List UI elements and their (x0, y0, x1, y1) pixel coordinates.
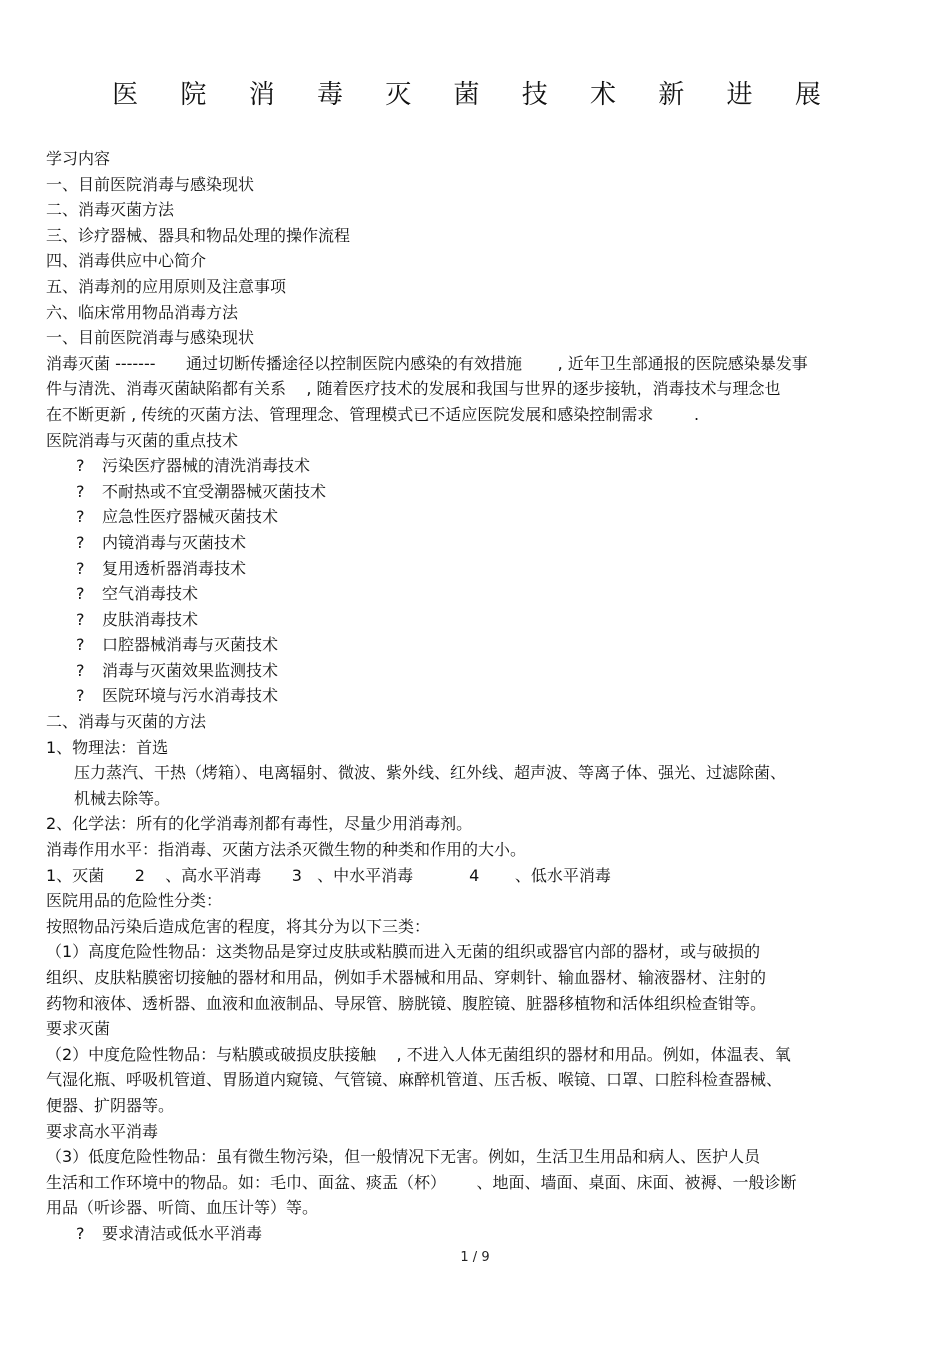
bullet-item (46, 581, 896, 607)
line-text: 学习内容 (46, 149, 111, 168)
line-text: 机械去除等。 (74, 788, 171, 808)
bullet-item (46, 453, 896, 479)
bullet-mark: ? (76, 686, 85, 706)
text-line (46, 428, 896, 454)
text-line (46, 965, 896, 991)
text-line (46, 786, 896, 812)
text-line (46, 146, 896, 172)
line-text: 四、消毒供应中心简介 (46, 251, 207, 271)
line-text: 便器、扩阴器等。 (46, 1095, 175, 1115)
bullet-item (46, 530, 896, 556)
text-line (46, 760, 896, 786)
line-text: 内镜消毒与灭菌技术 (102, 532, 247, 552)
line-text: 不耐热或不宜受潮器械灭菌技术 (102, 481, 327, 501)
line-text: 2、化学法：所有的化学消毒剂都有毒性，尽量少用消毒剂。 (46, 814, 473, 834)
line-text: 消毒与灭菌效果监测技术 (102, 660, 279, 680)
line-text: 一、目前医院消毒与感染现状 (46, 328, 255, 348)
bullet-mark: ? (76, 660, 85, 680)
text-line (46, 402, 896, 428)
line-text: 在不断更新 , 传统的灭菌方法、管理理念、管理模式已不适应医院发展和感染控制需求 . (46, 404, 700, 424)
line-text: 气湿化瓶、呼吸机管道、胃肠道内窥镜、气管镜、麻醉机管道、压舌板、喉镜、口罩、口腔科检查器械、 (46, 1070, 783, 1090)
line-text: 消毒灭菌 ------- 通过切断传播途径以控制医院内感染的有效措施 , 近年卫生部通报的医院感染暴发事 (46, 353, 808, 373)
bullet-mark: ? (76, 481, 85, 501)
line-text: 1、物理法：首选 (46, 737, 169, 757)
line-text: （2）中度危险性物品：与粘膜或破损皮肤接触 , 不进入人体无菌组织的器材和用品。例如，体温表、氧 (46, 1044, 791, 1064)
line-text: 医院用品的危险性分类： (46, 891, 223, 911)
bullet-mark: ? (76, 1223, 85, 1243)
text-line (46, 735, 896, 761)
text-line (46, 1016, 896, 1042)
line-text: 1、灭菌 2 、高水平消毒 3 、中水平消毒 4 、低水平消毒 (46, 865, 611, 885)
line-text: 要求清洁或低水平消毒 (102, 1223, 263, 1243)
text-line (46, 709, 896, 735)
text-line (46, 1144, 896, 1170)
text-line (46, 837, 896, 863)
text-line (46, 939, 896, 965)
bullet-item (46, 1221, 896, 1247)
text-line (46, 991, 896, 1017)
line-text: 压力蒸汽、干热（烤箱）、电离辐射、微波、紫外线、红外线、超声波、等离子体、强光、过滤除菌、 (74, 763, 787, 783)
text-line (46, 1170, 896, 1196)
line-text: 件与清洗、消毒灭菌缺陷都有关系 , 随着医疗技术的发展和我国与世界的逐步接轨，消毒技术与理念也 (46, 379, 781, 399)
bullet-mark: ? (76, 609, 85, 629)
text-line (46, 914, 896, 940)
line-text: 二、消毒灭菌方法 (46, 200, 175, 220)
line-text: 口腔器械消毒与灭菌技术 (102, 635, 279, 655)
line-text: 应急性医疗器械灭菌技术 (102, 507, 279, 527)
bullet-mark: ? (76, 456, 85, 476)
line-text: 组织、皮肤粘膜密切接触的器材和用品，例如手术器械和用品、穿刺针、输血器材、输液器材、注射的 (46, 968, 767, 987)
bullet-item (46, 607, 896, 633)
text-line (46, 274, 896, 300)
line-text: 用品（听诊器、听筒、血压计等）等。 (46, 1198, 319, 1218)
bullet-mark: ? (76, 584, 85, 604)
text-line (46, 1195, 896, 1221)
bullet-item (46, 632, 896, 658)
line-text: 六、临床常用物品消毒方法 (46, 302, 239, 322)
line-text: 二、消毒与灭菌的方法 (46, 712, 207, 732)
bullet-item (46, 683, 896, 709)
bullet-mark: ? (76, 507, 85, 527)
text-line (46, 863, 896, 889)
line-text: 三、诊疗器械、器具和物品处理的操作流程 (46, 225, 351, 245)
text-line (46, 351, 896, 377)
line-text: 生活和工作环境中的物品。如：毛巾、面盆、痰盂（杯） 、地面、墙面、桌面、床面、被褥、一般诊断 (46, 1172, 797, 1192)
line-text: （1）高度危险性物品：这类物品是穿过皮肤或粘膜而进入无菌的组织或器官内部的器材，或与破损的 (46, 942, 761, 962)
bullet-item (46, 504, 896, 530)
line-text: 要求高水平消毒 (46, 1121, 159, 1141)
line-text: 五、消毒剂的应用原则及注意事项 (46, 276, 287, 296)
text-line (46, 197, 896, 223)
page-number: 1 / 9 (460, 1250, 490, 1265)
bullet-mark: ? (76, 635, 85, 655)
line-text: （3）低度危险性物品：虽有微生物污染，但一般情况下无害。例如，生活卫生用品和病人、医护人员 (46, 1147, 761, 1167)
bullet-item (46, 479, 896, 505)
document-title: 医 院 消 毒 灭 菌 技 术 新 进 展 (112, 80, 838, 110)
line-text: 皮肤消毒技术 (102, 609, 199, 629)
line-text: 污染医疗器械的清洗消毒技术 (102, 456, 311, 476)
text-line (46, 888, 896, 914)
line-text: 要求灭菌 (46, 1019, 111, 1039)
text-line (46, 1093, 896, 1119)
line-text: 消毒作用水平：指消毒、灭菌方法杀灭微生物的种类和作用的大小。 (46, 840, 527, 860)
text-line (46, 1067, 896, 1093)
text-line (46, 1119, 896, 1145)
text-line (46, 248, 896, 274)
line-text: 空气消毒技术 (102, 584, 199, 604)
bullet-item (46, 556, 896, 582)
text-line (46, 223, 896, 249)
text-line (46, 376, 896, 402)
text-line (46, 172, 896, 198)
text-line (46, 325, 896, 351)
line-text: 一、目前医院消毒与感染现状 (46, 174, 255, 194)
text-line (46, 1042, 896, 1068)
bullet-mark: ? (76, 532, 85, 552)
line-text: 医院消毒与灭菌的重点技术 (46, 430, 239, 450)
line-text: 复用透析器消毒技术 (102, 558, 247, 578)
document-body (46, 146, 896, 1247)
line-text: 按照物品污染后造成危害的程度，将其分为以下三类： (46, 916, 431, 936)
line-text: 药物和液体、透析器、血液和血液制品、导尿管、膀胱镜、腹腔镜、脏器移植物和活体组织检查钳等。 (46, 993, 767, 1013)
text-line (46, 811, 896, 837)
bullet-mark: ? (76, 558, 85, 578)
bullet-item (46, 658, 896, 684)
text-line (46, 300, 896, 326)
line-text: 医院环境与污水消毒技术 (102, 686, 279, 706)
